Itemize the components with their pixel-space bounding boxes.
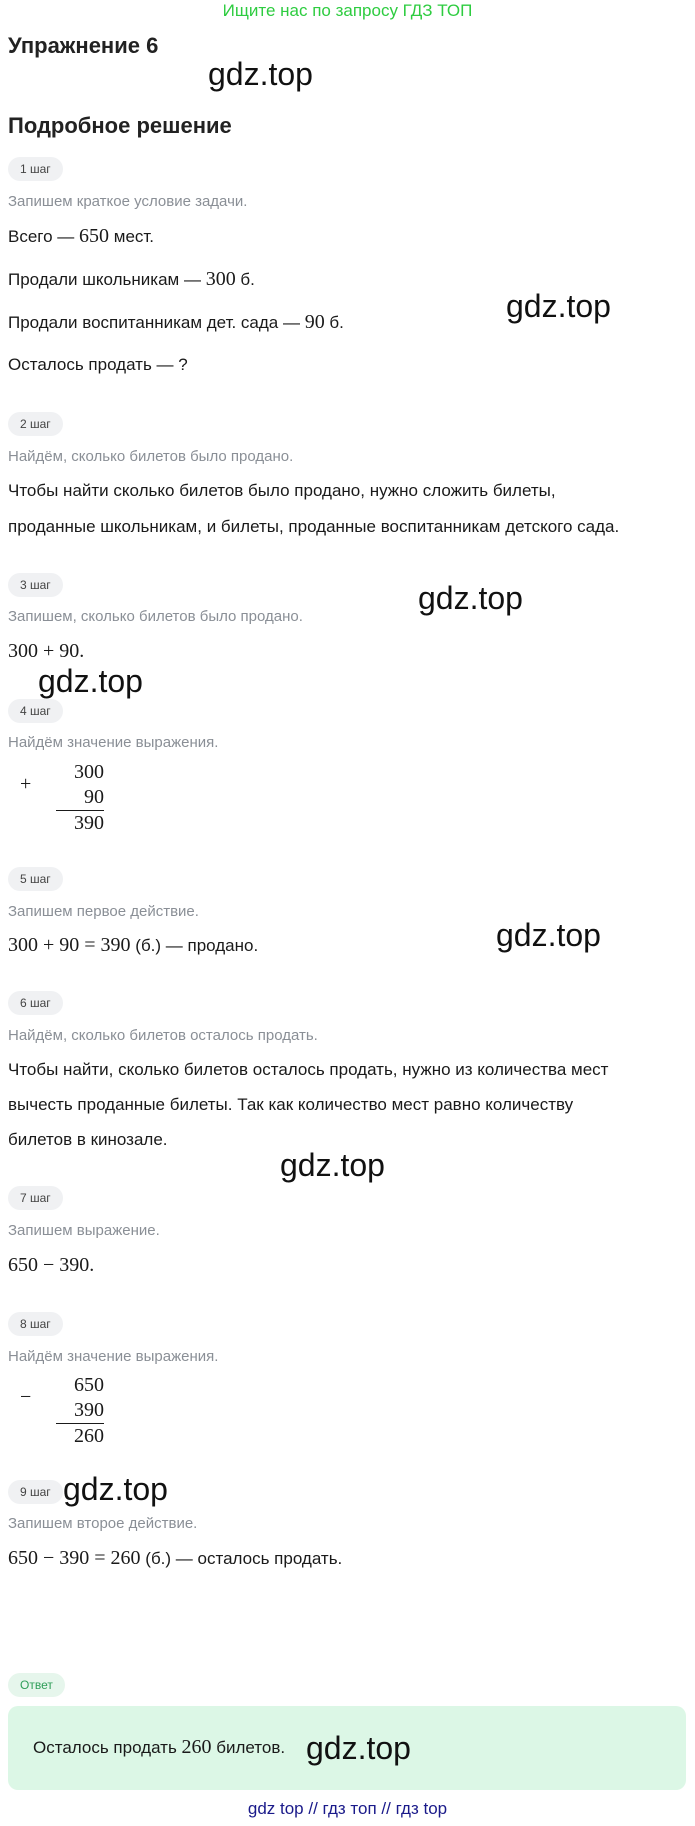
step-badge: 4 шаг — [8, 699, 63, 723]
explanation-line: вычесть проданные билеты. Так как количество мест равно количеству — [8, 1095, 574, 1114]
expression: 650 − 390. — [8, 1254, 95, 1276]
solution-heading: Подробное решение — [8, 113, 232, 138]
subtrahend: 390 — [74, 1399, 104, 1421]
watermark: gdz.top — [306, 1730, 411, 1766]
step-badge: 7 шаг — [8, 1186, 63, 1210]
column-addition — [14, 760, 114, 840]
minuend: 650 — [74, 1374, 104, 1396]
watermark: gdz.top — [63, 1471, 168, 1507]
explanation-line: Чтобы найти, сколько билетов осталось продать, нужно из количества мест — [8, 1060, 609, 1079]
watermark: gdz.top — [506, 288, 611, 324]
step-badge: 1 шаг — [8, 157, 63, 181]
addend: 300 — [74, 761, 104, 783]
condition-line-kindergarten: Продали воспитанникам дет. сада — 90 б. — [8, 311, 344, 333]
difference: 260 — [56, 1423, 104, 1449]
expression: 300 + 90. — [8, 640, 85, 662]
watermark: gdz.top — [418, 580, 523, 616]
addend: 90 — [84, 786, 104, 808]
sum: 390 — [56, 810, 104, 836]
step-description: Запишем, сколько билетов было продано. — [8, 608, 303, 625]
second-action: 650 − 390 = 260 (б.) — осталось продать. — [8, 1547, 343, 1569]
condition-line-total: Всего — 650 мест. — [8, 225, 155, 247]
first-action: 300 + 90 = 390 (б.) — продано. — [8, 934, 259, 956]
answer-text: Осталось продать 260 билетов. — [33, 1736, 286, 1758]
watermark: gdz.top — [208, 56, 313, 92]
step-badge: 5 шаг — [8, 867, 63, 891]
step-description: Найдём значение выражения. — [8, 734, 219, 751]
footer-link[interactable]: gdz top — [247, 1799, 304, 1818]
step-badge: 9 шаг — [8, 1480, 63, 1504]
page-title: Упражнение 6 — [8, 33, 159, 58]
step-description: Найдём, сколько билетов было продано. — [8, 448, 294, 465]
explanation-line: проданные школьникам, и билеты, проданные воспитанникам детского сада. — [8, 517, 620, 536]
step-badge: 3 шаг — [8, 573, 63, 597]
step-badge: 6 шаг — [8, 991, 63, 1015]
minus-sign: − — [20, 1386, 32, 1408]
step-badge: 2 шаг — [8, 412, 63, 436]
step-description: Запишем краткое условие задачи. — [8, 193, 248, 210]
step-badge: 8 шаг — [8, 1312, 63, 1336]
footer-links: gdz top // гдз топ // гдз top — [247, 1799, 448, 1818]
condition-line-remaining: Осталось продать — ? — [8, 355, 188, 374]
step-description: Найдём значение выражения. — [8, 1348, 219, 1365]
step-description: Запишем выражение. — [8, 1222, 160, 1239]
search-banner: Ищите нас по запросу ГДЗ ТОП — [222, 1, 473, 20]
explanation-line: Чтобы найти сколько билетов было продано, нужно сложить билеты, — [8, 481, 556, 500]
answer-badge: Ответ — [8, 1673, 65, 1697]
footer-link[interactable]: гдз топ — [322, 1799, 377, 1818]
step-description: Найдём, сколько билетов осталось продать. — [8, 1027, 318, 1044]
watermark: gdz.top — [496, 917, 601, 953]
step-description: Запишем первое действие. — [8, 903, 199, 920]
watermark: gdz.top — [38, 663, 143, 699]
step-description: Запишем второе действие. — [8, 1515, 198, 1532]
explanation-line: билетов в кинозале. — [8, 1130, 168, 1149]
condition-line-schoolchildren: Продали школьникам — 300 б. — [8, 268, 255, 290]
watermark: gdz.top — [280, 1147, 385, 1183]
plus-sign: + — [20, 773, 32, 795]
column-subtraction — [14, 1373, 114, 1453]
footer-link[interactable]: гдз top — [395, 1799, 448, 1818]
